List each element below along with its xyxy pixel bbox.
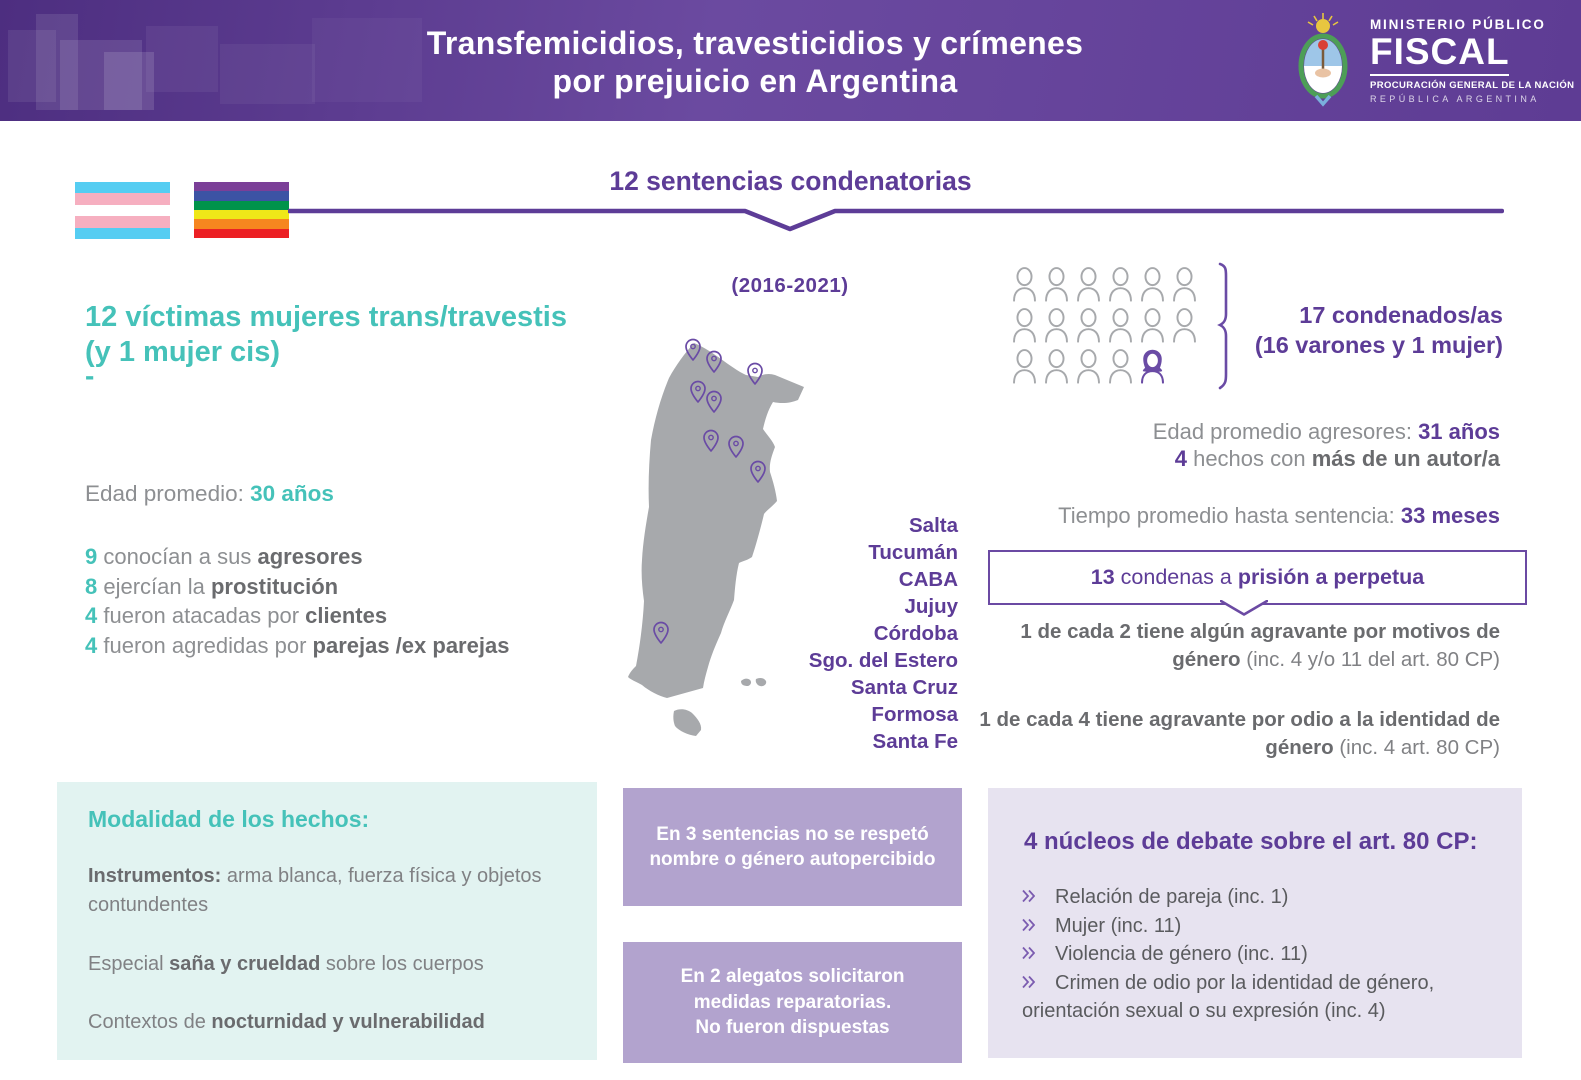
sentence-time-line — [1058, 503, 1500, 530]
stat2-bold: 1 de cada 4 tiene agravante por odio a la identidad de género — [979, 708, 1500, 759]
flag-stripe — [75, 228, 170, 239]
male-person-icon — [1108, 347, 1133, 385]
authors-bold: más de un autor/a — [1311, 446, 1500, 471]
perpetua-mid: condenas a — [1114, 565, 1238, 589]
modalidad-sana — [88, 950, 570, 979]
sentence-time-label: Tiempo promedio hasta sentencia: — [1058, 503, 1401, 528]
flag-stripe — [194, 219, 289, 228]
banner-line — [288, 202, 1504, 234]
stat2-normal: (inc. 4 art. 80 CP) — [1333, 736, 1500, 759]
logo-republica: REPÚBLICA ARGENTINA — [1370, 93, 1540, 104]
logo-ministry: MINISTERIO PÚBLICO — [1370, 16, 1546, 32]
province: CABA — [898, 568, 958, 591]
debate-item — [1022, 912, 1500, 941]
fact-bold: clientes — [305, 603, 388, 628]
multiple-authors-line — [1175, 446, 1500, 473]
malvinas-islands — [741, 678, 766, 686]
victims-age-label: Edad promedio: — [85, 481, 251, 506]
flag-stripe — [75, 205, 170, 216]
male-person-icon — [1172, 306, 1197, 344]
fact-row — [85, 601, 509, 631]
province: Formosa — [871, 703, 958, 726]
page-title — [0, 24, 1510, 100]
victims-age-line — [85, 481, 334, 507]
logo-procuracion: PROCURACIÓN GENERAL DE LA NACIÓN — [1370, 79, 1575, 91]
tierra-del-fuego — [673, 709, 701, 736]
male-person-icon — [1140, 265, 1165, 303]
victims-age-value: 30 años — [250, 481, 334, 506]
argentina-outline — [628, 343, 804, 698]
fiscal-logo-text — [1370, 17, 1574, 104]
period-label: (2016-2021) — [731, 274, 849, 297]
male-person-icon — [1076, 265, 1101, 303]
debate-title: 4 núcleos de debate sobre el art. 80 CP: — [1024, 828, 1478, 855]
convicted-count — [1255, 300, 1503, 360]
sana-bold: saña y crueldad — [169, 953, 321, 975]
double-chevron-icon — [1022, 975, 1037, 989]
perpetua-box — [988, 550, 1527, 605]
fact-row — [85, 572, 509, 602]
male-person-icon — [1012, 347, 1037, 385]
male-person-icon — [1012, 265, 1037, 303]
sana-pre: Especial — [88, 953, 170, 975]
perpetua-bold: prisión a perpetua — [1237, 565, 1425, 589]
stat1-bold: 1 de cada 2 tiene algún agravante por motivos de género — [1020, 620, 1500, 671]
victims-headline-line1: 12 víctimas mujeres trans/travestis — [85, 301, 567, 333]
victims-headline — [85, 300, 567, 370]
fact-bold: parejas /ex parejas — [312, 632, 510, 658]
convicted-count-line2: (16 varones y 1 mujer) — [1254, 332, 1503, 358]
note-sentencias — [623, 788, 962, 906]
male-person-icon — [1108, 306, 1133, 344]
province: Sgo. del Estero — [808, 649, 958, 672]
double-chevron-icon — [1022, 889, 1037, 903]
instrumentos-text: arma blanca, fuerza física y objetos contundentes — [88, 865, 542, 916]
fact-bold: agresores — [257, 544, 363, 569]
note2-line3: No fueron dispuestas — [695, 1017, 890, 1039]
province: Córdoba — [873, 622, 958, 645]
sana-post: sobre los cuerpos — [320, 953, 484, 975]
perpetua-box-pointer — [1220, 600, 1268, 617]
contextos-pre: Contextos de — [88, 1011, 212, 1033]
fiscal-logo — [1288, 12, 1574, 108]
note-alegatos — [623, 942, 962, 1063]
fact-row — [85, 631, 509, 661]
flag-stripe — [75, 216, 170, 227]
logo-divider — [1370, 74, 1509, 76]
note2-line2: medidas reparatorias. — [693, 991, 892, 1013]
debate-item — [1022, 969, 1500, 1026]
male-person-icon — [1044, 347, 1069, 385]
aggressor-age-line — [1153, 419, 1500, 446]
victims-dash: - — [85, 360, 95, 391]
male-person-icon — [1044, 306, 1069, 344]
female-person-icon — [1140, 347, 1165, 385]
page-title-line1: Transfemicidios, travesticidios y crímenes — [426, 25, 1084, 61]
debate-item — [1022, 883, 1500, 912]
argentina-map — [615, 330, 815, 750]
fact-text: fueron agredidas por — [97, 632, 313, 658]
male-person-icon — [1044, 265, 1069, 303]
note2-line1: En 2 alegatos solicitaron — [680, 966, 905, 988]
debate-item-text: Violencia de género (inc. 11) — [1055, 943, 1308, 965]
convicted-count-line1: 17 condenados/as — [1299, 302, 1503, 328]
fiscal-logo-emblem — [1288, 12, 1358, 108]
authors-number: 4 — [1174, 446, 1187, 471]
logo-fiscal-word: FISCAL — [1370, 30, 1510, 72]
fact-text: ejercían la — [97, 573, 211, 599]
double-chevron-icon — [1022, 946, 1037, 960]
province: Santa Cruz — [850, 676, 958, 699]
debate-items — [1022, 883, 1500, 1026]
modalidad-box — [57, 782, 597, 1060]
instrumentos-label: Instrumentos: — [88, 865, 222, 887]
modalidad-contextos — [88, 1008, 570, 1037]
aggressor-age-value: 31 años — [1418, 419, 1500, 444]
debate-item-text: Relación de pareja (inc. 1) — [1055, 886, 1289, 908]
aggravating-stat-2 — [975, 706, 1500, 762]
note1-line2: nombre o género autopercibido — [649, 849, 936, 870]
fact-number: 4 — [85, 603, 98, 628]
male-person-icon — [1140, 306, 1165, 344]
fact-text: fueron atacadas por — [97, 603, 306, 628]
fact-number: 8 — [85, 573, 98, 599]
male-person-icon — [1012, 306, 1037, 344]
province: Tucumán — [868, 541, 958, 564]
convicted-pictogram — [1012, 265, 1212, 385]
flag-stripe — [194, 210, 289, 219]
province: Salta — [909, 514, 958, 537]
debate-item — [1022, 940, 1500, 969]
contextos-bold: nocturnidad y vulnerabilidad — [211, 1011, 485, 1033]
sentence-time-value: 33 meses — [1400, 503, 1500, 528]
sentencias-title: 12 sentencias condenatorias — [609, 166, 972, 196]
modalidad-title: Modalidad de los hechos: — [88, 806, 370, 832]
victims-headline-line2: (y 1 mujer cis) — [85, 336, 281, 368]
male-person-icon — [1076, 347, 1101, 385]
fact-row — [85, 542, 509, 572]
aggressor-age-label: Edad promedio agresores: — [1152, 419, 1419, 444]
male-person-icon — [1076, 306, 1101, 344]
modalidad-instrumentos — [88, 862, 570, 920]
fact-number: 4 — [85, 632, 98, 658]
debate-item-text: Mujer (inc. 11) — [1055, 914, 1182, 937]
province: Jujuy — [904, 595, 958, 618]
aggravating-stat-1 — [975, 618, 1500, 674]
authors-text: hechos con — [1186, 446, 1312, 471]
fact-text: conocían a sus — [97, 544, 258, 569]
stat1-normal: (inc. 4 y/o 11 del art. 80 CP) — [1240, 648, 1500, 671]
fact-number: 9 — [85, 544, 98, 569]
note1-line1: En 3 sentencias no se respetó — [656, 823, 929, 845]
flag-stripe — [194, 201, 289, 210]
debate-item-text: Crimen de odio por la identidad de género, orientación sexual o su expresión (inc. 4) — [1022, 971, 1435, 1022]
male-person-icon — [1172, 265, 1197, 303]
debate-box — [988, 788, 1522, 1058]
header — [0, 0, 1581, 121]
page-title-line2: por prejuicio en Argentina — [552, 63, 958, 99]
province-list — [809, 512, 958, 755]
double-chevron-icon — [1022, 918, 1037, 932]
flag-stripe — [194, 229, 289, 238]
male-person-icon — [1108, 265, 1133, 303]
fact-bold: prostitución — [210, 573, 339, 599]
perpetua-number: 13 — [1090, 565, 1115, 589]
province: Santa Fe — [872, 730, 958, 753]
victims-facts — [85, 542, 509, 660]
pictogram-brace — [1216, 262, 1232, 390]
